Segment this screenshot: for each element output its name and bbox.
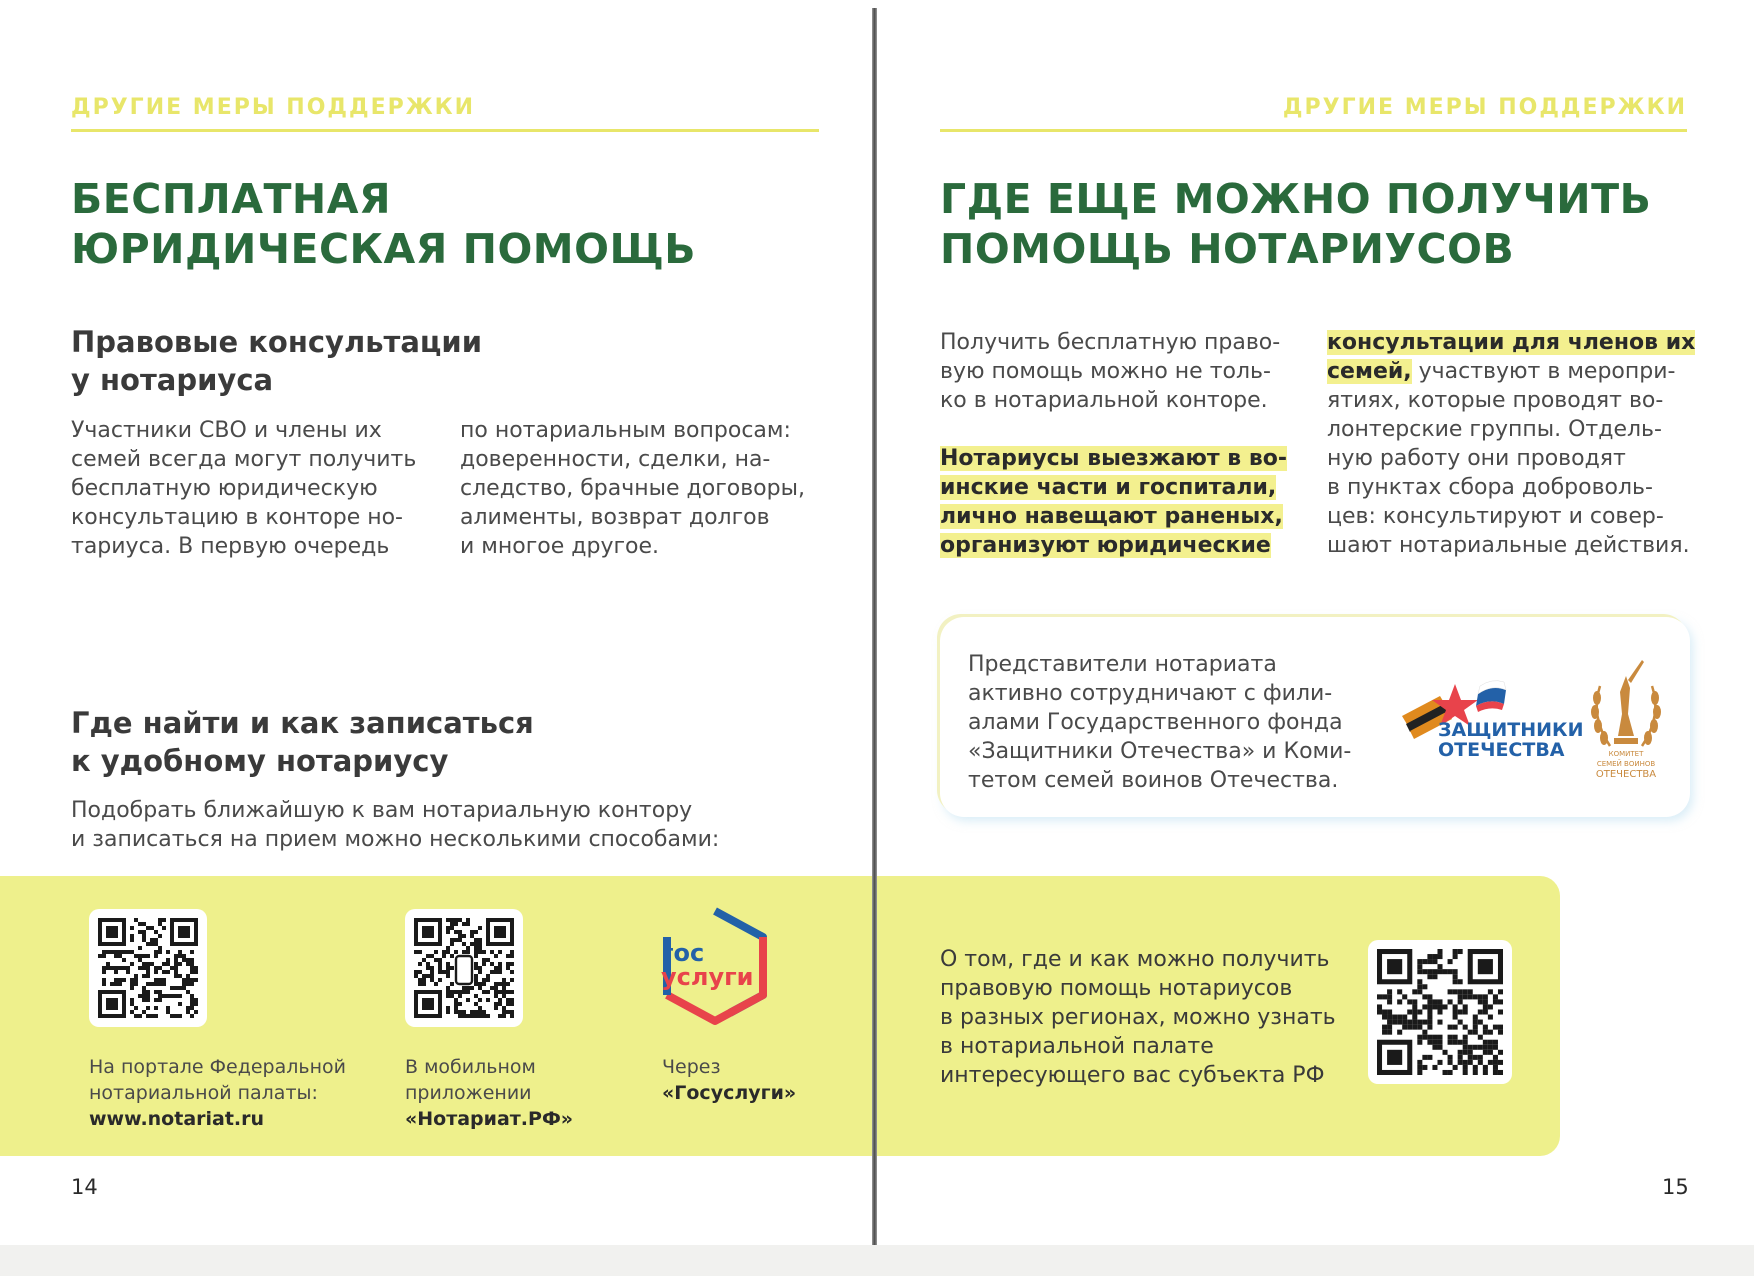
notary-search-text: Подобрать ближайшую к вам нотариальную контору и записаться на прием можно несколькими способами:: [71, 798, 720, 852]
consultation-text-col2: по нотариальным вопросам: доверенности, сделки, на- следство, брачные договоры, алименты, возврат долгов и многое другое.: [460, 418, 805, 559]
title-line: ГДЕ ЕЩЕ МОЖНО ПОЛУЧИТЬ: [940, 175, 1652, 223]
highlight-line: семей,: [1327, 359, 1412, 384]
title-line: БЕСПЛАТНАЯ: [71, 175, 392, 223]
subsection-title: [71, 323, 482, 399]
help-text-col1: [940, 328, 1320, 560]
portal-link[interactable]: www.notariat.ru: [89, 1108, 265, 1130]
scan-bottom-edge: [0, 1245, 1754, 1276]
page-number: 15: [1662, 1175, 1689, 1199]
option-caption-gosuslugi: [662, 1054, 862, 1106]
subsection-title: [71, 704, 534, 780]
families-committee-logo: [1584, 656, 1668, 782]
title-line: ПОМОЩЬ НОТАРИУСОВ: [940, 225, 1515, 273]
option-caption-app: [405, 1054, 625, 1132]
highlight-line: консультации для членов их: [1327, 330, 1696, 355]
defenders-logo-text: ОТЕЧЕСТВА: [1438, 739, 1565, 761]
qr-code-notariat[interactable]: [89, 909, 207, 1027]
qr-icon: [98, 918, 198, 1018]
section-label: ДРУГИЕ МЕРЫ ПОДДЕРЖКИ: [71, 95, 476, 120]
page-number: 14: [71, 1175, 98, 1199]
subtitle-line: Правовые консультации: [71, 325, 483, 359]
subtitle-line: Где найти и как записаться: [71, 706, 534, 740]
body-line: ятиях, которые проводят во- лонтерские группы. Отдель- ную работу они проводят в пунктах сбора доброволь- цев: консультируют и совер- шают нотариальные действия.: [1327, 388, 1690, 558]
page-title: [940, 174, 1651, 274]
defenders-fund-logo: [1400, 676, 1584, 761]
body-line: участвуют в меропри-: [1411, 359, 1676, 384]
committee-logo-text: КОМИТЕТ: [1608, 750, 1644, 758]
page-title: [71, 174, 696, 274]
caption-line: приложении: [405, 1082, 532, 1104]
subtitle-line: к удобному нотариусу: [71, 744, 449, 778]
committee-logo-text: ОТЕЧЕСТВА: [1595, 769, 1657, 780]
highlight-line: Нотариусы выезжают в во-: [940, 446, 1288, 471]
caption-line: В мобильном: [405, 1056, 536, 1078]
help-intro: Получить бесплатную право- вую помощь можно не толь- ко в нотариальной конторе.: [940, 330, 1281, 413]
highlight-line: организуют юридические: [940, 533, 1271, 558]
help-text-col2: [1327, 328, 1727, 560]
page-14: [0, 0, 872, 1245]
highlight-line: инские части и госпитали,: [940, 475, 1277, 500]
title-line: ЮРИДИЧЕСКАЯ ПОМОЩЬ: [71, 225, 697, 273]
header-rule: [71, 129, 819, 132]
option-caption-portal: [89, 1054, 369, 1132]
qr-code-regional[interactable]: [1368, 940, 1512, 1084]
defenders-fund-icon: [1400, 676, 1584, 761]
committee-logo-text: СЕМЕЙ ВОИНОВ: [1596, 760, 1656, 768]
qr-code-app[interactable]: [405, 909, 523, 1027]
qr-icon: [414, 918, 514, 1018]
gosuslugi-hexagon-icon: [655, 905, 775, 1027]
header-rule: [940, 129, 1687, 132]
section-label: ДРУГИЕ МЕРЫ ПОДДЕРЖКИ: [1282, 95, 1687, 120]
gosuslugi-logo-text: гос: [661, 939, 705, 967]
partners-text: Представители нотариата активно сотрудничают с фили- алами Государственного фонда «Защитники Отечества» и Коми- тетом семей воинов Отечества.: [968, 652, 1352, 793]
caption-line: нотариальной палаты:: [89, 1082, 318, 1104]
qr-icon: [1377, 949, 1503, 1075]
gosuslugi-logo[interactable]: [655, 905, 775, 1027]
laurel-statue-icon: [1584, 656, 1668, 782]
gosuslugi-logo-text: услуги: [661, 963, 754, 991]
subtitle-line: у нотариуса: [71, 363, 274, 397]
regional-info-text: О том, где и как можно получить правовую помощь нотариусов в разных регионах, можно узнать в нотариальной палате интересующего вас субъекта РФ: [940, 947, 1336, 1088]
gosuslugi-name[interactable]: «Госуслуги»: [662, 1082, 797, 1104]
app-name: «Нотариат.РФ»: [405, 1108, 574, 1130]
consultation-text-col1: Участники СВО и члены их семей всегда могут получить бесплатную юридическую консультацию в конторе но- тариуса. В первую очередь: [71, 418, 417, 559]
caption-line: Через: [662, 1056, 721, 1078]
highlight-line: лично навещают раненых,: [940, 504, 1283, 529]
defenders-logo-text: ЗАЩИТНИКИ: [1438, 719, 1584, 741]
caption-line: На портале Федеральной: [89, 1056, 346, 1078]
